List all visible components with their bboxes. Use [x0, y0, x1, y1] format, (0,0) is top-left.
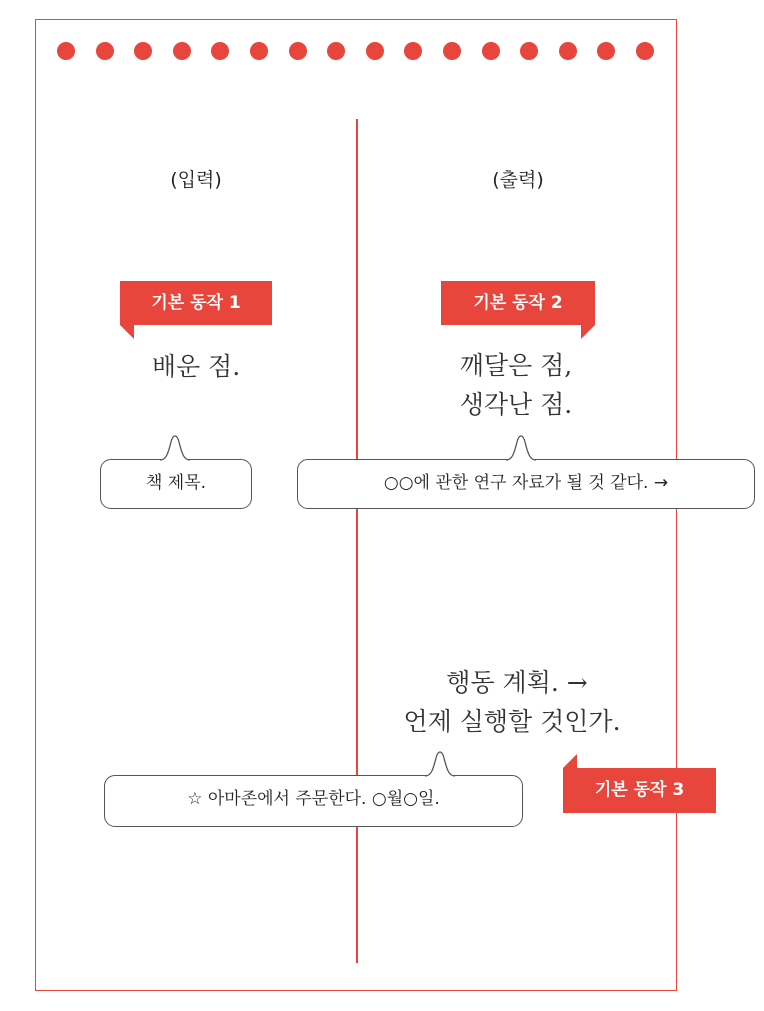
book-title-bubble: 책 제목. — [100, 459, 252, 509]
binder-hole — [443, 42, 461, 60]
research-bubble-pointer — [506, 432, 536, 461]
binder-hole — [482, 42, 500, 60]
binder-hole — [559, 42, 577, 60]
input-column-header: (입력) — [170, 169, 222, 191]
realized-point-line1: 깨달은 점, — [459, 351, 573, 380]
research-material-bubble: ○○에 관한 연구 자료가 될 것 같다. → — [297, 459, 755, 509]
binder-hole — [96, 42, 114, 60]
basic-action-2-tag: 기본 동작 2 — [441, 281, 595, 325]
realized-point-line2: 생각난 점. — [459, 390, 573, 419]
binder-hole — [404, 42, 422, 60]
binder-hole — [597, 42, 615, 60]
binder-hole — [289, 42, 307, 60]
action-plan-line1: 행동 계획. → — [446, 668, 588, 697]
binder-holes — [57, 42, 657, 62]
action-plan-line2: 언제 실행할 것인가. — [403, 707, 621, 736]
binder-hole — [250, 42, 268, 60]
binder-hole — [134, 42, 152, 60]
binder-hole — [520, 42, 538, 60]
basic-action-3-tag: 기본 동작 3 — [563, 768, 716, 813]
order-plan-bubble: ☆ 아마존에서 주문한다. ○월○일. — [104, 775, 523, 827]
binder-hole — [173, 42, 191, 60]
center-divider-line — [356, 119, 358, 963]
binder-hole — [366, 42, 384, 60]
tag-3-tail — [563, 754, 577, 768]
binder-hole — [636, 42, 654, 60]
basic-action-1-tag: 기본 동작 1 — [120, 281, 272, 325]
book-title-bubble-pointer — [160, 432, 190, 461]
tag-2-tail — [581, 325, 595, 339]
learned-point-text: 배운 점. — [151, 352, 241, 381]
binder-hole — [211, 42, 229, 60]
output-column-header: (출력) — [492, 169, 544, 191]
binder-hole — [57, 42, 75, 60]
binder-hole — [327, 42, 345, 60]
order-bubble-pointer — [425, 748, 455, 777]
tag-1-tail — [120, 325, 134, 339]
